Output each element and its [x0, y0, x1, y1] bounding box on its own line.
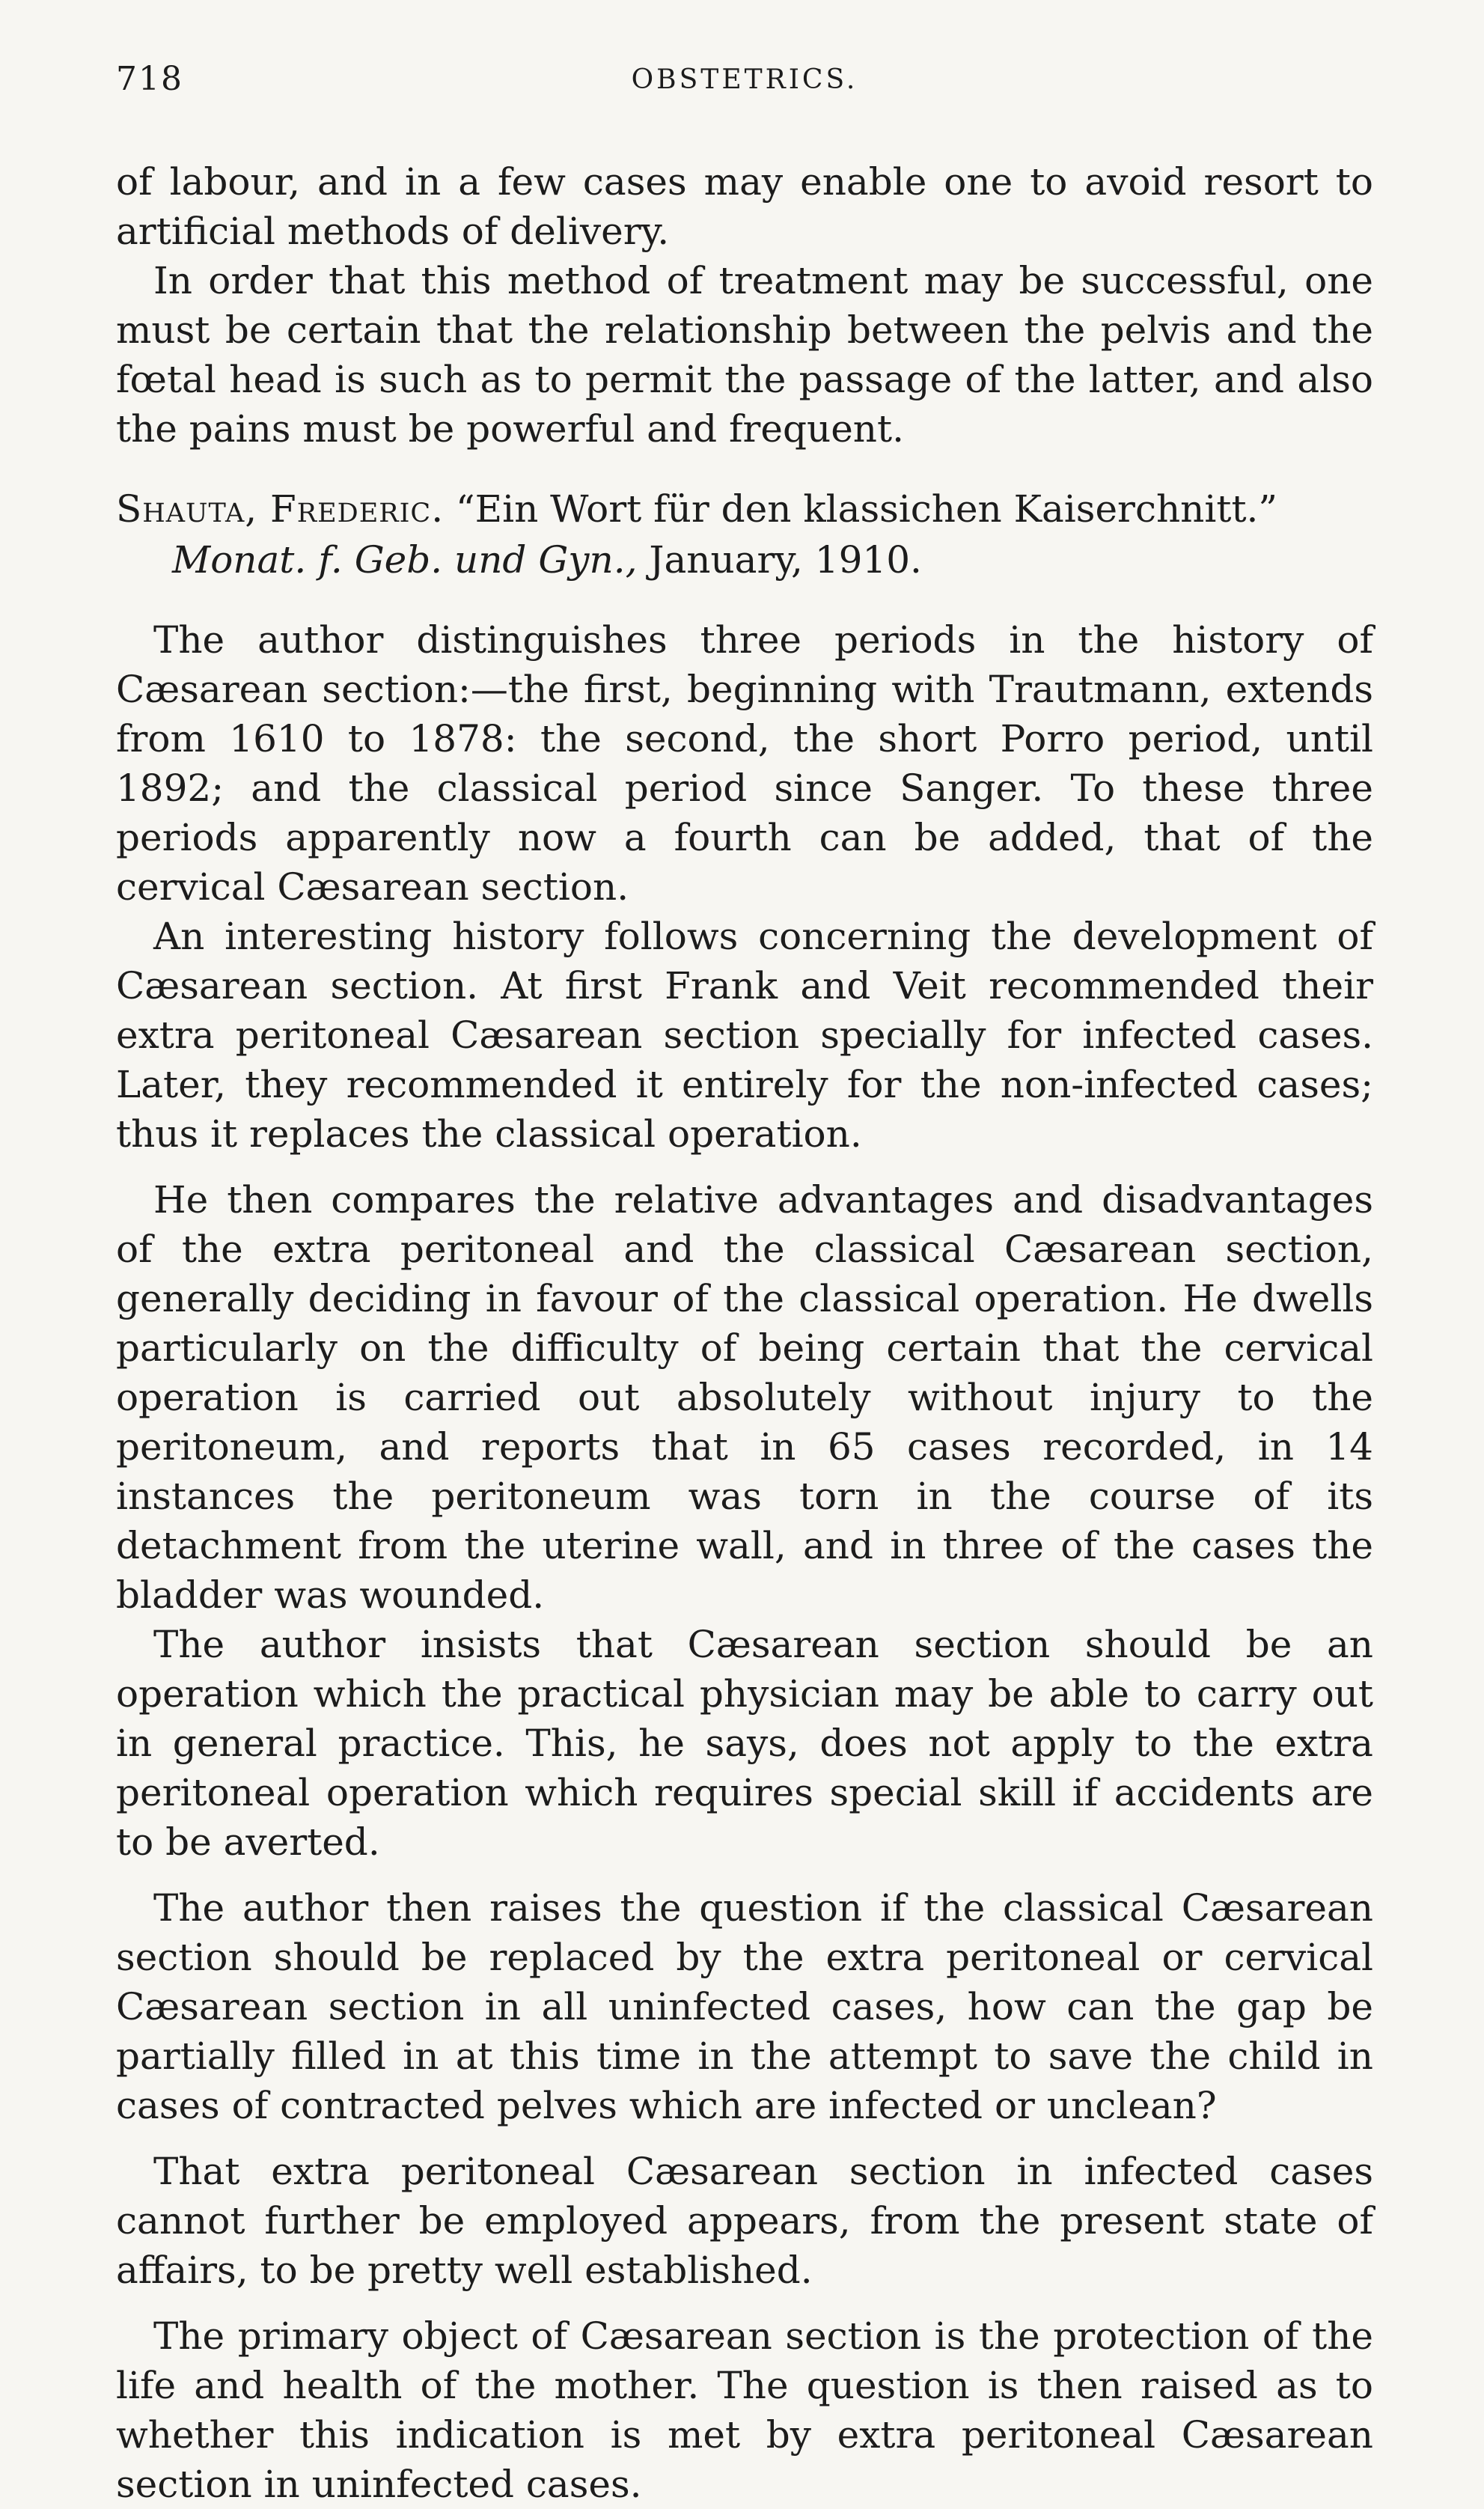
citation-date: January, 1910.: [649, 538, 922, 582]
review-paragraph: The primary object of Cæsarean section is the protection of the life and health of the mother. The question is then raised as to whether this indication is met by extra peritoneal Cæsarean section in uninfected cases.: [116, 2314, 1373, 2506]
running-title: OBSTETRICS.: [631, 64, 858, 95]
citation-journal: Monat. f. Geb. und Gyn.,: [172, 538, 638, 582]
review-paragraph: The author insists that Cæsarean section should be an operation which the practical physician may be able to carry out in general practice. This, he says, does not apply to the extra peritoneal operation which requires special skill if accidents are to be averted.: [116, 1623, 1373, 1864]
body-paragraph: of labour, and in a few cases may enable one to avoid resort to artificial methods of delivery.: [116, 160, 1373, 253]
page-header: [116, 60, 1373, 120]
citation-title: “Ein Wort für den klassichen Kaiserchnitt.”: [456, 487, 1277, 531]
page-number: 718: [116, 60, 183, 98]
citation: [116, 484, 1373, 585]
citation-line: [116, 484, 1373, 534]
review-paragraph: An interesting history follows concerning the development of Cæsarean section. At first Frank and Veit recommended their extra peritoneal Cæsarean section specially for infected cases. Later, they recommended it entirely for the non-infected cases; thus it replaces the classical operation.: [116, 915, 1373, 1156]
citation-line: [116, 534, 1373, 585]
review-paragraph: He then compares the relative advantages and disadvantages of the extra peritoneal and the classical Cæsarean section, generally deciding in favour of the classical operation. He dwells particularly on the difficulty of being certain that the cervical operation is carried out absolutely without injury to the peritoneum, and reports that in 65 cases recorded, in 14 instances the peritoneum was torn in the course of its detachment from the uterine wall, and in three of the cases the bladder was wounded.: [116, 1178, 1373, 1617]
book-page: [116, 60, 1373, 2509]
citation-author: Shauta, Frederic.: [116, 487, 445, 531]
review-paragraph: That extra peritoneal Cæsarean section in infected cases cannot further be employed appears, from the present state of affairs, to be pretty well established.: [116, 2150, 1373, 2292]
review-paragraph: The author distinguishes three periods in the history of Cæsarean section:—the first, beginning with Trautmann, extends from 1610 to 1878: the second, the short Porro period, until 1892; and the classical period since Sanger. To these three periods apparently now a fourth can be added, that of the cervical Cæsarean section.: [116, 618, 1373, 909]
review-paragraph: The author then raises the question if the classical Cæsarean section should be replaced by the extra peritoneal or cervical Cæsarean section in all uninfected cases, how can the gap be partially filled in at this time in the attempt to save the child in cases of contracted pelves which are infected or unclean?: [116, 1886, 1373, 2127]
body-paragraph: In order that this method of treatment may be successful, one must be certain that the relationship between the pelvis and the fœtal head is such as to permit the passage of the latter, and also the pains must be powerful and frequent.: [116, 259, 1373, 451]
